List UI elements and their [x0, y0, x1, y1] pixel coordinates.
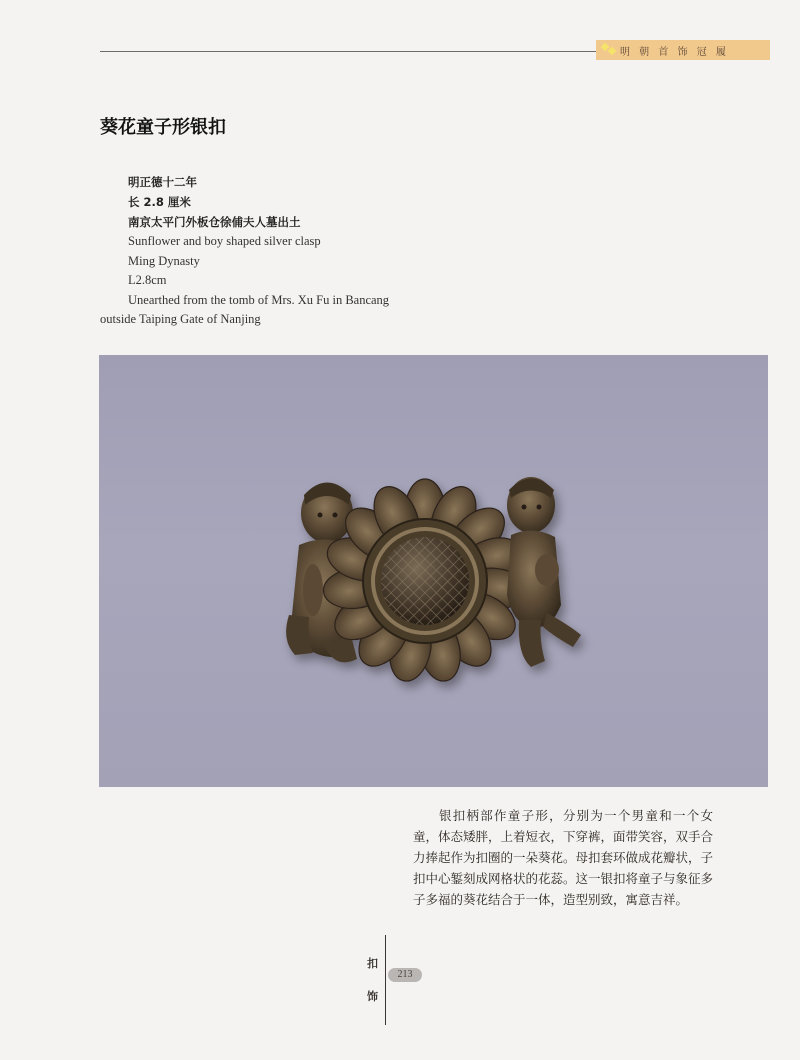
page-number: 213 — [388, 968, 422, 982]
header-rule — [100, 51, 598, 52]
diamond-ornament-icon — [608, 47, 616, 55]
clasp-group — [286, 477, 581, 685]
caption-en-line: L2.8cm — [128, 273, 167, 287]
footer-vertical-rule — [385, 935, 386, 1025]
right-girl-figure — [507, 477, 581, 667]
caption-en-provenance: Unearthed from the tomb of Mrs. Xu Fu in Bancang outside Taiping Gate of Nanjing — [100, 292, 390, 326]
footer-category-char: 扣 — [367, 957, 378, 970]
caption-block — [100, 172, 420, 330]
silver-clasp-illustration — [99, 355, 768, 787]
caption-en-line: Sunflower and boy shaped silver clasp — [128, 234, 321, 248]
artifact-photo — [99, 355, 768, 787]
caption-en-line: Ming Dynasty — [128, 253, 200, 268]
section-label: 明 朝 首 饰 冠 履 — [620, 47, 729, 58]
caption-zh-line: 明正德十二年 — [128, 175, 197, 189]
caption-zh-line: 南京太平门外板仓徐俌夫人墓出土 — [128, 215, 301, 229]
header-section-tab — [596, 40, 770, 60]
description-paragraph: 银扣柄部作童子形，分别为一个男童和一个女童，体态矮胖，上着短衣，下穿裤，面带笑容，双手合力捧起作为扣圈的一朵葵花。母扣套环做成花瓣状，子扣中心錾刻成网格状的花蕊。这一银扣将童子与象征多子多福的葵花结合于一体，造型别致，寓意吉祥。 — [413, 808, 714, 907]
page-title: 葵花童子形银扣 — [100, 117, 226, 138]
footer-category-char: 饰 — [367, 990, 378, 1003]
caption-zh-line: 长 2.8 厘米 — [128, 195, 191, 209]
